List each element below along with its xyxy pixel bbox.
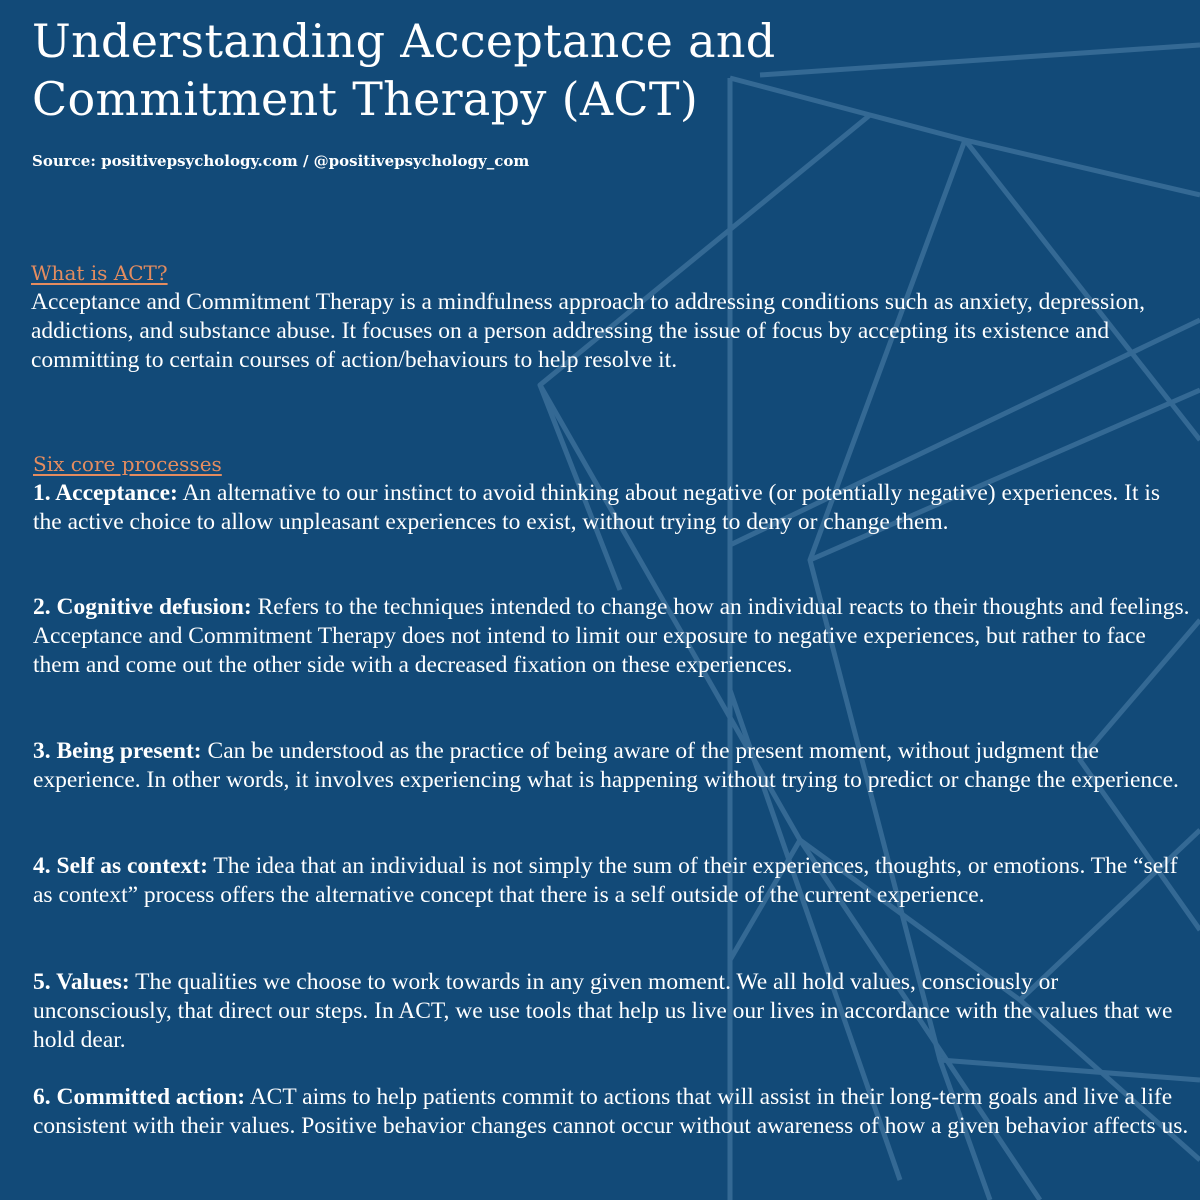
process-cognitive-defusion [33,593,1193,680]
what-is-act-heading: What is ACT? [31,261,168,285]
page-title [32,12,932,128]
process-label: 4. Self as context: [33,853,208,879]
process-self-as-context [33,852,1193,910]
process-description: Can be understood as the practice of being aware of the present moment, without judgment the experience. In other words, it involves experiencing what is happening without trying to predict or change the experience. [33,738,1179,793]
process-label: 1. Acceptance: [33,480,178,506]
process-values [33,968,1193,1055]
process-label: 2. Cognitive defusion: [33,594,252,620]
process-label: 3. Being present: [33,738,202,764]
title-line-1: Understanding Acceptance and [32,14,776,68]
process-description: ACT aims to help patients commit to actions that will assist in their long-term goals and live a life consistent with their values. Positive behavior changes cannot occur without awareness of how a given behavior affects us. [33,1084,1189,1139]
process-description: An alternative to our instinct to avoid thinking about negative (or potentially negative) experiences. It is the active choice to allow unpleasant experiences to exist, without trying to deny or change them. [33,480,1161,535]
process-description: Refers to the techniques intended to change how an individual reacts to their thoughts and feelings. Acceptance and Commitment Therapy does not intend to limit our exposure to negative experiences, but rather to face them and come out the other side with a decreased fixation on these experiences. [33,594,1190,678]
process-description: The idea that an individual is not simply the sum of their experiences, thoughts, or emotions. The “self as context” process offers the alternative concept that there is a self outside of the current experience. [33,853,1178,908]
process-description: The qualities we choose to work towards in any given moment. We all hold values, consciously or unconsciously, that direct our steps. In ACT, we use tools that help us live our lives in accordance with the values that we hold dear. [33,969,1173,1053]
title-line-2: Commitment Therapy (ACT) [32,72,699,126]
process-label: 6. Committed action: [33,1084,246,1110]
process-acceptance [33,479,1193,537]
process-committed-action [33,1083,1193,1141]
six-core-processes-heading: Six core processes [33,452,222,476]
process-label: 5. Values: [33,969,130,995]
source-credit: Source: positivepsychology.com / @positivepsychology_com [32,152,530,170]
what-is-act-body: Acceptance and Commitment Therapy is a mindfulness approach to addressing conditions such as anxiety, depression, addictions, and substance abuse. It focuses on a person addressing the issue of focus by accepting its existence and committing to certain courses of action/behaviours to help resolve it. [31,289,1146,373]
process-being-present [33,737,1193,795]
